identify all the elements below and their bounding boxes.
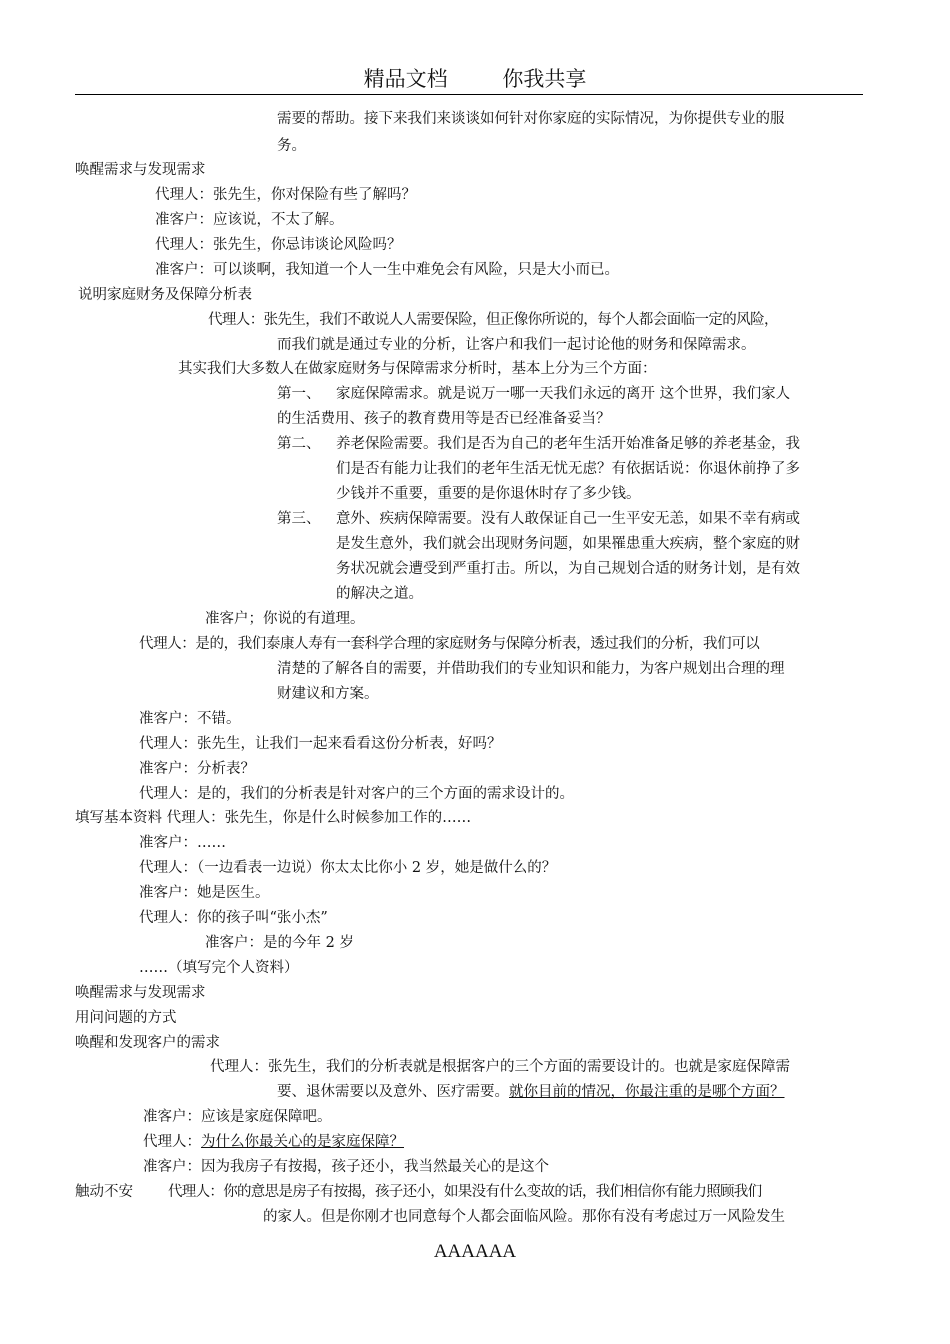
section-heading: 唤醒需求与发现需求	[75, 985, 206, 1001]
dialogue-line: 准客户：……	[139, 835, 226, 851]
header-rule	[75, 94, 863, 95]
text-span: 要、退休需要以及意外、医疗需要。	[277, 1084, 509, 1100]
list-marker: 第一、	[277, 386, 321, 402]
text-line: 其实我们大多数人在做家庭财务与保障需求分析时，基本上分为三个方面：	[178, 361, 657, 377]
text-line: 们是否有能力让我们的老年生活无忧无虑？有依据话说：你退休前挣了多	[336, 461, 800, 477]
dialogue-line: 准客户：分析表？	[139, 761, 255, 777]
text-line: 是发生意外，我们就会出现财务问题，如果罹患重大疾病，整个家庭的财	[336, 536, 800, 552]
text-line: 务。	[277, 138, 306, 154]
text-line: 的家人。但是你刚才也同意每个人都会面临风险。那你有没有考虑过万一风险发生	[263, 1209, 785, 1225]
list-marker: 第三、	[277, 511, 321, 527]
text-line: 少钱并不重要，重要的是你退休时存了多少钱。	[336, 486, 641, 502]
text-line: 的解决之道。	[336, 586, 423, 602]
list-item-text: 意外、疾病保障需要。没有人敢保证自己一生平安无恙，如果不幸有病或	[336, 511, 800, 527]
dialogue-line: 准客户：她是医生。	[139, 885, 270, 901]
text-line: 而我们就是通过专业的分析，让客户和我们一起讨论他的财务和保障需求。	[277, 337, 756, 353]
dialogue-line: 代理人：你的孩子叫“张小杰”	[139, 910, 328, 926]
dialogue-line: 代理人：是的，我们泰康人寿有一套科学合理的家庭财务与保障分析表，透过我们的分析，我们可以	[139, 636, 760, 652]
dialogue-line	[143, 1132, 404, 1152]
text-line: 需要的帮助。接下来我们来谈谈如何针对你家庭的实际情况，为你提供专业的服	[277, 111, 785, 127]
dialogue-line: 代理人：张先生，我们不敢说人人需要保险，但正像你所说的，每个人都会面临一定的风险，	[208, 312, 778, 328]
dialogue-line: 代理人：（一边看表一边说）你太太比你小 2 岁，她是做什么的？	[139, 860, 557, 876]
text-line: ……（填写完个人资料）	[139, 960, 299, 976]
header-left-text: 精品文档	[363, 67, 448, 91]
dialogue-line: 代理人：张先生，你对保险有些了解吗？	[155, 187, 416, 203]
dialogue-line: 代理人：是的，我们的分析表是针对客户的三个方面的需求设计的。	[139, 786, 574, 802]
section-heading: 唤醒需求与发现需求	[75, 162, 206, 178]
section-heading: 填写基本资料 代理人：张先生，你是什么时候参加工作的……	[75, 810, 472, 826]
speaker-label: 代理人：	[143, 1134, 201, 1150]
dialogue-line: 代理人：张先生，你忌讳谈论风险吗？	[155, 237, 402, 253]
text-line: 清楚的了解各自的需要，并借助我们的专业知识和能力，为客户规划出合理的理	[277, 661, 785, 677]
underlined-question: 就你目前的情况，你最注重的是哪个方面？	[509, 1084, 785, 1100]
section-heading: 触动不安	[75, 1184, 133, 1200]
list-item-text: 家庭保障需求。就是说万一哪一天我们永远的离开 这个世界，我们家人	[336, 386, 791, 402]
list-marker: 第二、	[277, 436, 321, 452]
dialogue-line: 准客户：因为我房子有按揭，孩子还小，我当然最关心的是这个	[143, 1159, 549, 1175]
section-heading: 用问问题的方式	[75, 1010, 177, 1026]
text-line	[277, 1082, 785, 1102]
dialogue-line: 准客户：是的今年 2 岁	[205, 935, 354, 951]
dialogue-line: 准客户：不错。	[139, 711, 241, 727]
text-line: 财建议和方案。	[277, 686, 379, 702]
dialogue-line: 准客户：应该说，不太了解。	[155, 212, 344, 228]
text-line: 务状况就会遭受到严重打击。所以，为自己规划合适的财务计划，是有效	[336, 561, 800, 577]
dialogue-line: 准客户：可以谈啊，我知道一个人一生中难免会有风险，只是大小而已。	[155, 262, 619, 278]
dialogue-line: 代理人：张先生，让我们一起来看看这份分析表，好吗？	[139, 736, 502, 752]
dialogue-line: 准客户；你说的有道理。	[205, 611, 365, 627]
dialogue-line: 准客户：应该是家庭保障吧。	[143, 1109, 332, 1125]
page-header	[0, 66, 950, 92]
header-right-text: 你我共享	[502, 67, 587, 91]
underlined-question: 为什么你最关心的是家庭保障？	[201, 1134, 404, 1150]
dialogue-line: 代理人：你的意思是房子有按揭，孩子还小，如果没有什么变故的话，我们相信你有能力照顾我们	[168, 1184, 762, 1200]
page-footer: AAAAAA	[433, 1241, 517, 1262]
list-item-text: 养老保险需要。我们是否为自己的老年生活开始准备足够的养老基金，我	[336, 436, 800, 452]
text-line: 的生活费用、孩子的教育费用等是否已经准备妥当？	[277, 411, 611, 427]
dialogue-line: 代理人：张先生，我们的分析表就是根据客户的三个方面的需要设计的。也就是家庭保障需	[210, 1059, 790, 1075]
section-heading: 唤醒和发现客户的需求	[75, 1035, 220, 1051]
section-heading: 说明家庭财务及保障分析表	[78, 287, 252, 303]
